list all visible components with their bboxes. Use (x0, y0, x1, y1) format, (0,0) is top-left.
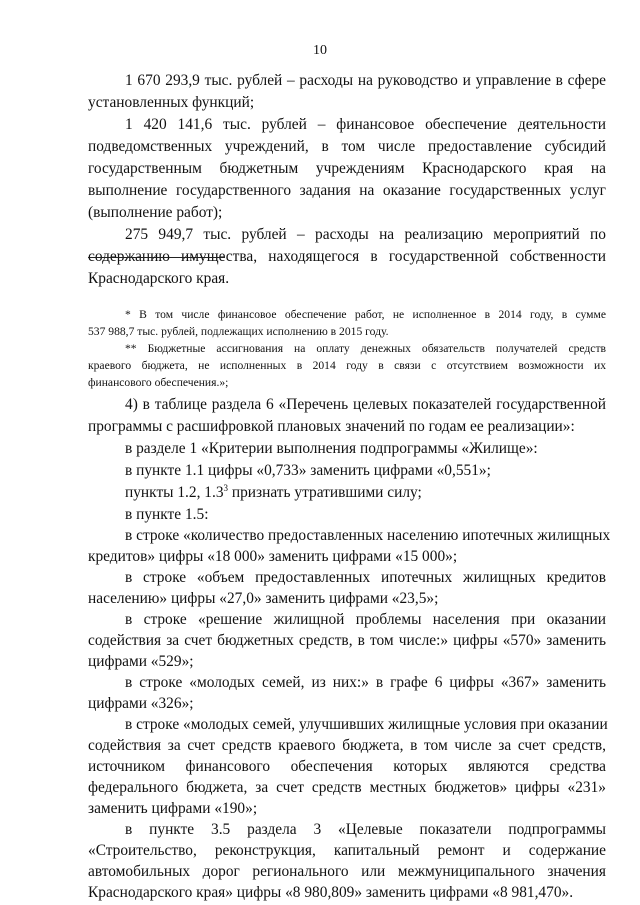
text-line: программы с расшифровкой плановых значений по годам ее реализации»: (88, 418, 575, 435)
text-line: в строке «объем предоставленных ипотечных жилищных кредитов (125, 569, 606, 586)
text-line: цифрами «326»; (88, 695, 194, 712)
text-line: кредитов» цифры «18 000» заменить цифрами «15 000»; (88, 548, 458, 565)
text-line: в пункте 1.1 цифры «0,733» заменить цифрами «0,551»; (125, 462, 491, 479)
text-line: в строке «молодых семей, улучшивших жилищные условия при оказании (125, 716, 608, 733)
text-line: установленных функций; (88, 94, 255, 111)
text-line: содействия за счет бюджетных средств, в том числе:» цифры «570» заменить (88, 632, 606, 649)
footnote-line: ** Бюджетные ассигнования на оплату денежных обязательств получателей средств (125, 342, 606, 355)
points-void-superscript: 3 (223, 483, 229, 493)
points-void-prefix: пункты 1.2, 1.3 (125, 484, 224, 501)
text-line: содействия за счет средств краевого бюджета, в том числе за счет средств, (88, 737, 606, 754)
text-line: Краснодарского края» цифры «8 980,809» заменить цифрами «8 981,470». (88, 884, 574, 901)
footnote-line: 537 988,7 тыс. рублей, подлежащих исполнению в 2015 году. (88, 325, 389, 338)
text-line: в строке «решение жилищной проблемы населения при оказании (125, 611, 606, 628)
text-line: автомобильных дорог регионального или межмуниципального значения (88, 863, 606, 880)
text-line: цифрами «529»; (88, 653, 194, 670)
page-number: 10 (313, 43, 327, 58)
text-line: содержанию имущества, находящегося в государственной собственности (88, 248, 606, 265)
text-line: федерального бюджета, за счет средств местных бюджетов» цифры «231» (88, 779, 606, 796)
footnote-line: * В том числе финансовое обеспечение работ, не исполненное в 2014 году, в сумме (125, 308, 606, 321)
text-line: 275 949,7 тыс. рублей – расходы на реализацию мероприятий по (125, 226, 606, 243)
text-line: государственным бюджетным учреждениям Краснодарского края на (88, 160, 606, 177)
text-line: в строке «количество предоставленных населению ипотечных жилищных (125, 527, 611, 544)
text-line: 1 670 293,9 тыс. рублей – расходы на руководство и управление в сфере (125, 72, 606, 89)
text-line: источником финансового обеспечения которых являются средства (88, 758, 606, 775)
text-line: подведомственных учреждений, в том числе предоставление субсидий (88, 138, 606, 155)
text-line: в строке «молодых семей, из них:» в графе 6 цифры «367» заменить (125, 674, 606, 691)
points-void-suffix: признать утратившими силу; (228, 484, 422, 501)
footnote-line: краевого бюджета, не исполненных в 2014 году в связи с отсутствием возможности их (88, 359, 606, 372)
text-line: населению» цифры «27,0» заменить цифрами «23,5»; (88, 590, 439, 607)
text-line: Краснодарского края. (88, 270, 230, 287)
text-line: «Строительство, реконструкция, капитальный ремонт и содержание (88, 842, 606, 859)
text-line: выполнение государственного задания на оказание государственных услуг (88, 182, 606, 199)
text-line: в пункте 1.5: (125, 506, 209, 523)
points-void-line (125, 482, 606, 504)
text-line: заменить цифрами «190»; (88, 800, 258, 817)
text-line: 1 420 141,6 тыс. рублей – финансовое обеспечение деятельности (125, 116, 606, 133)
text-line: в пункте 3.5 раздела 3 «Целевые показатели подпрограммы (125, 821, 606, 838)
text-line: (выполнение работ); (88, 204, 223, 221)
footnote-separator (88, 257, 225, 258)
footnote-line: финансового обеспечения.»; (88, 376, 229, 389)
text-line: 4) в таблице раздела 6 «Перечень целевых показателей государственной (125, 396, 606, 413)
text-line: в разделе 1 «Критерии выполнения подпрограммы «Жилище»: (125, 440, 538, 457)
